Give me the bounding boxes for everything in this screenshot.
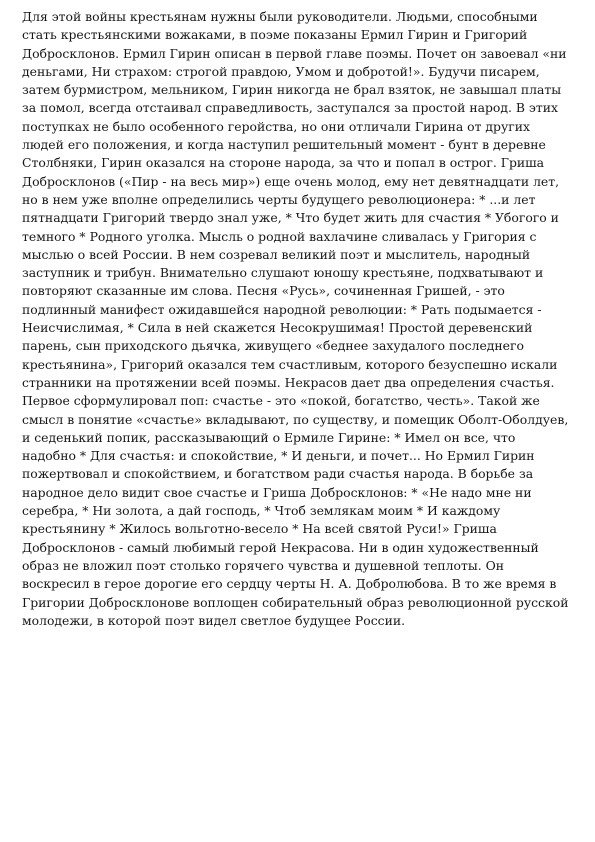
- text-line: пятнадцати Григорий твердо знал уже, * Что будет жить для счастия * Убогого и: [22, 210, 559, 226]
- text-line: темного * Родного уголка. Мысль о родной вахлачине сливалась у Григория с: [22, 228, 537, 244]
- text-line: Добросклонов. Ермил Гирин описан в первой главе поэмы. Почет он завоевал «ни: [22, 45, 567, 61]
- text-line: крестьянину * Жилось вольготно-весело * На всей святой Руси!» Гриша: [22, 521, 497, 537]
- text-line: подлинный манифест ожидавшейся народной революции: * Рать подымается -: [22, 301, 542, 317]
- text-line: стать крестьянскими вожаками, в поэме показаны Ермил Гирин и Григорий: [22, 27, 528, 43]
- text-line: народное дело видит свое счастье и Гриша Добросклонов: * «Не надо мне ни: [22, 484, 532, 500]
- text-line: Добросклонов («Пир - на весь мир») еще очень молод, ему нет девятнадцати лет,: [22, 173, 560, 189]
- body-text: [22, 8, 582, 630]
- text-line: деньгами, Ни страхом: строгой правдою, Умом и добротой!». Будучи писарем,: [22, 63, 540, 79]
- text-line: образ не вложил поэт столько горячего чувства и душевной теплоты. Он: [22, 557, 505, 573]
- text-line: повторяют сказанные им слова. Песня «Русь», сочиненная Гришей, - это: [22, 283, 505, 299]
- text-line: и седенький попик, рассказывающий о Ермиле Гирине: * Имел он все, что: [22, 429, 516, 445]
- text-line: парень, сын приходского дьячка, живущего «беднее захудалого последнего: [22, 338, 524, 354]
- text-line: странники на протяжении всей поэмы. Некрасов дает два определения счастья.: [22, 374, 555, 390]
- text-line: поступках не было особенного геройства, но они отличали Гирина от других: [22, 118, 531, 134]
- text-line: Столбняки, Гирин оказался на стороне народа, за что и попал в острог. Гриша: [22, 155, 545, 171]
- text-line: пожертвовал и спокойствием, и богатством ради счастья народа. В борьбе за: [22, 466, 534, 482]
- text-line: за помол, всегда отстаивал справедливость, заступался за простой народ. В этих: [22, 100, 558, 116]
- text-line: надобно * Для счастья: и спокойствие, * И деньги, и почет... Но Ермил Гирин: [22, 448, 535, 464]
- text-line: Добросклонов - самый любимый герой Некрасова. Ни в один художественный: [22, 539, 539, 555]
- text-line: но в нем уже вполне определились черты будущего революционера: * ...и лет: [22, 191, 536, 207]
- text-line: смысл в понятие «счастье» вкладывают, по существу, и помещик Оболт-Оболдуев,: [22, 411, 569, 427]
- text-line: серебра, * Ни золота, а дай господь, * Чтоб землякам моим * И каждому: [22, 503, 501, 519]
- text-line: крестьянина», Григорий оказался тем счастливым, которого безуспешно искали: [22, 356, 558, 372]
- text-line: Григории Добросклонове воплощен собирательный образ революционной русской: [22, 594, 569, 610]
- text-line: воскресил в герое дорогие его сердцу черты Н. А. Добролюбова. В то же время в: [22, 576, 557, 592]
- text-line: Неисчислимая, * Сила в ней скажется Несокрушимая! Простой деревенский: [22, 320, 533, 336]
- text-line: Первое сформулировал поп: счастье - это «покой, богатство, честь». Такой же: [22, 393, 540, 409]
- text-line: мыслью о всей России. В нем созревал великий поэт и мыслитель, народный: [22, 246, 531, 262]
- text-line: Для этой войны крестьянам нужны были руководители. Людьми, способными: [22, 9, 538, 24]
- text-line: затем бурмистром, мельником, Гирин никогда не брал взяток, не завышал платы: [22, 82, 562, 98]
- text-line: людей его положения, и когда наступил решительный момент - бунт в деревне: [22, 137, 546, 153]
- text-line: заступник и трибун. Внимательно слушают юношу крестьяне, подхватывают и: [22, 265, 544, 281]
- text-line: молодежи, в которой поэт видел светлое будущее России.: [22, 612, 406, 628]
